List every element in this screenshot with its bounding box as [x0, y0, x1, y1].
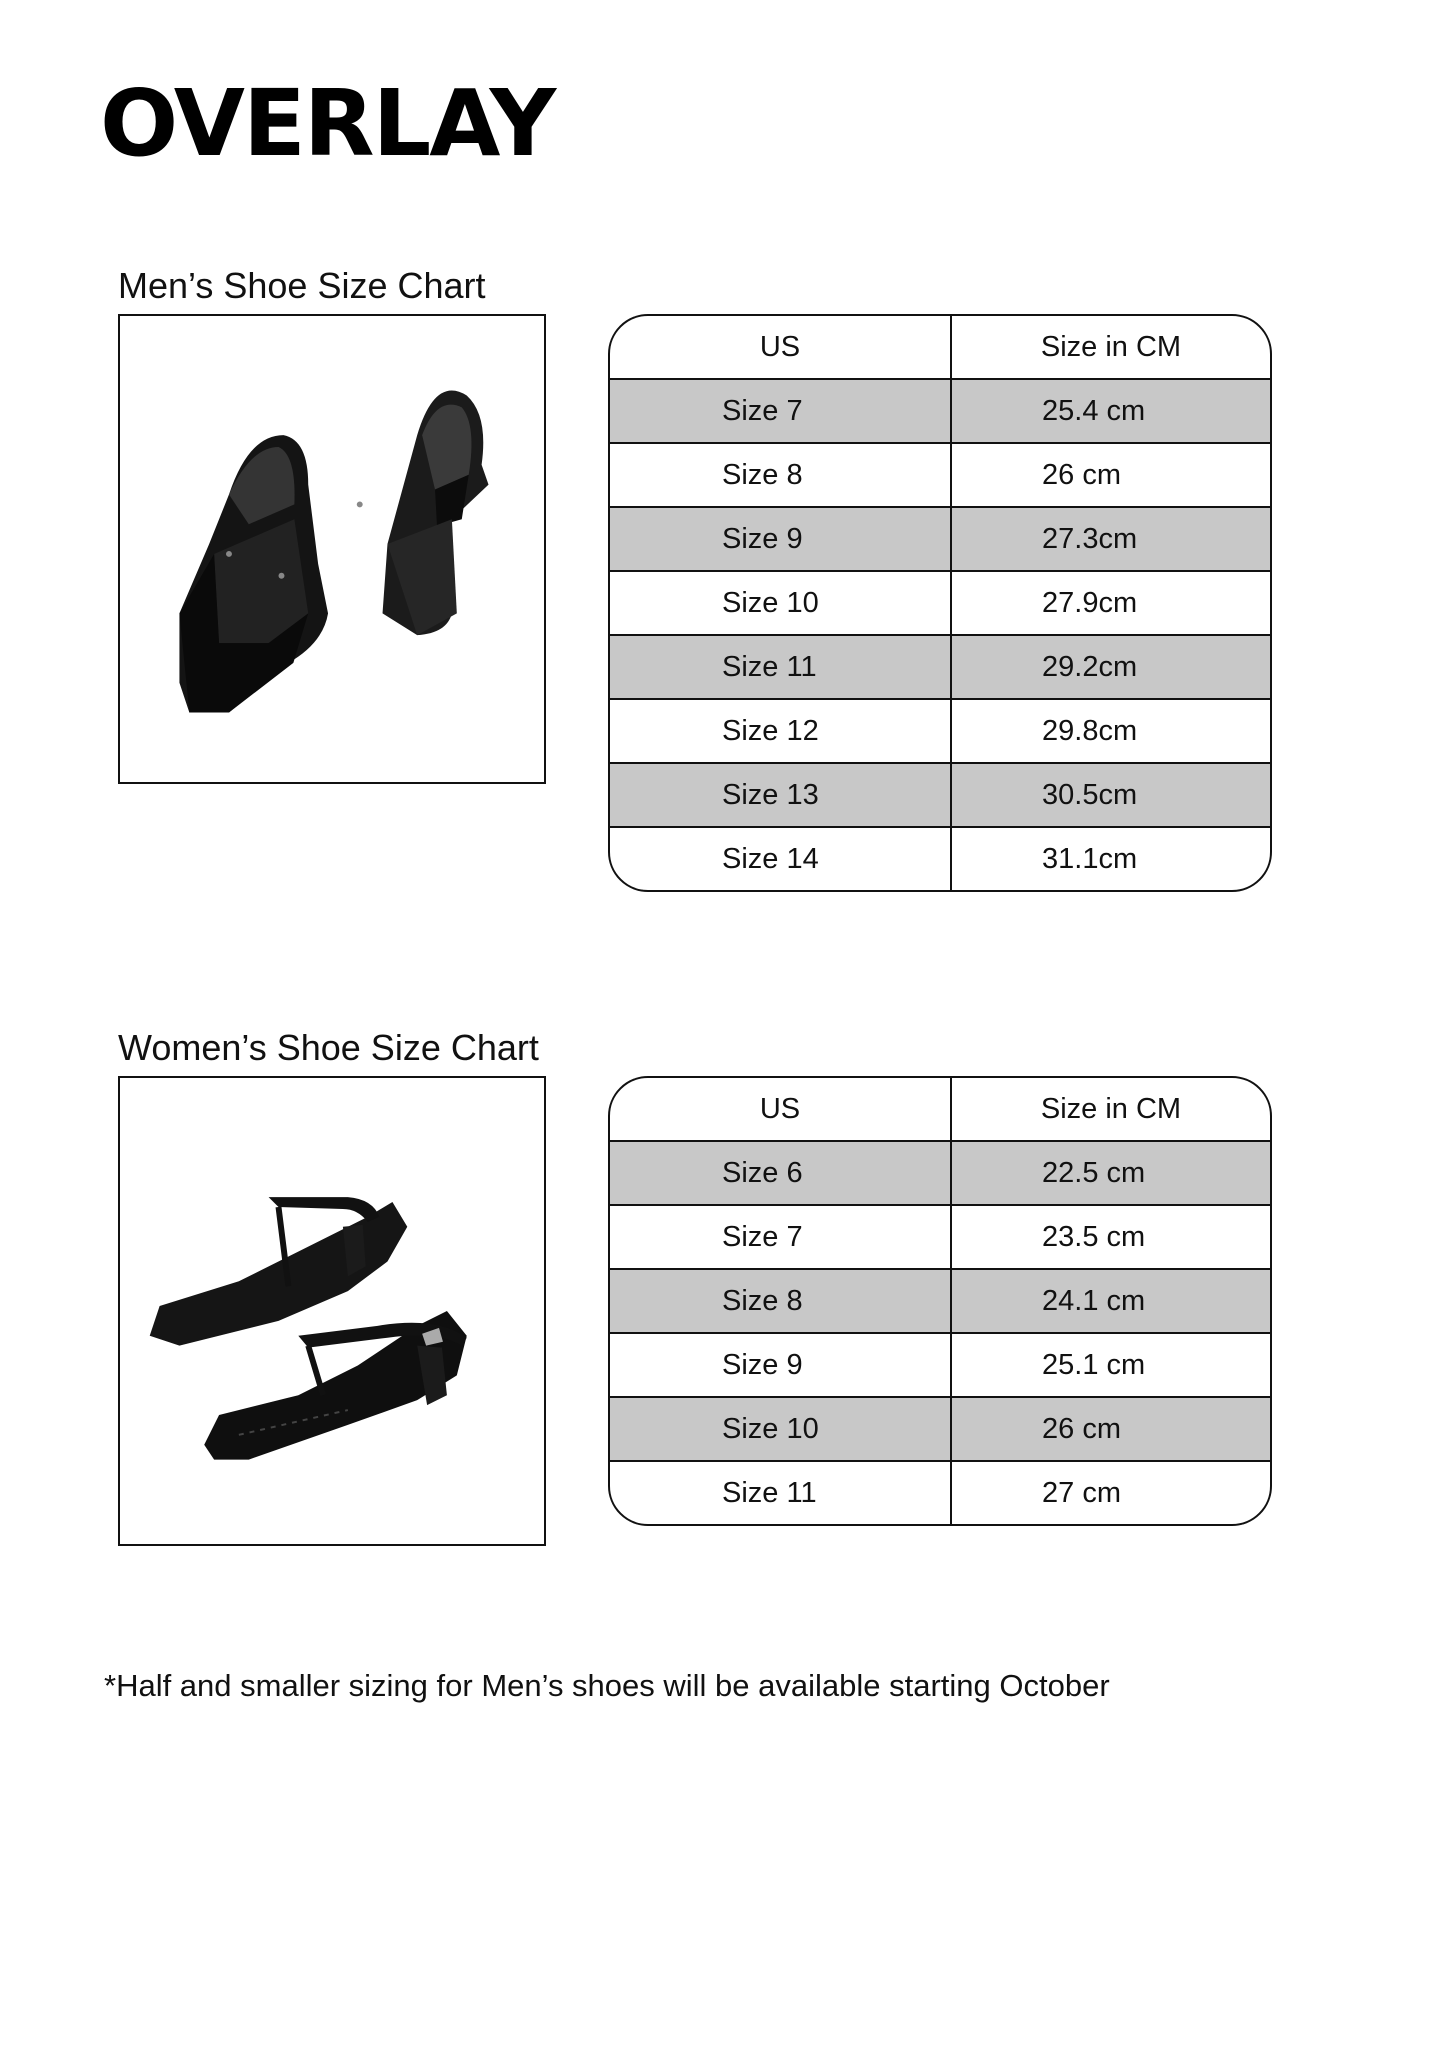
sizing-footnote: *Half and smaller sizing for Men’s shoes will be available starting October	[104, 1668, 1110, 1703]
cm-size: 25.4 cm	[1042, 394, 1146, 427]
table-row	[610, 506, 1270, 570]
cm-size: 27 cm	[1042, 1476, 1121, 1509]
us-size: Size 9	[610, 1334, 952, 1396]
us-size: Size 11	[610, 1462, 952, 1524]
table-row	[610, 698, 1270, 762]
cm-size: 25.1 cm	[1042, 1348, 1146, 1381]
us-size: Size 11	[610, 636, 952, 698]
womens-chart-title: Women’s Shoe Size Chart	[118, 1027, 539, 1068]
cm-size: 26 cm	[1042, 458, 1121, 491]
cm-size: 31.1cm	[1042, 842, 1138, 875]
table-row	[610, 1204, 1270, 1268]
womens-slingback-illustration	[120, 1078, 544, 1544]
table-row	[610, 826, 1270, 890]
header-cm: Size in CM	[1040, 330, 1182, 363]
mens-chart-title: Men’s Shoe Size Chart	[118, 265, 486, 306]
us-size: Size 7	[610, 1206, 952, 1268]
mens-loafer-illustration	[120, 316, 544, 782]
table-header-row	[610, 316, 1270, 378]
womens-size-table	[608, 1076, 1272, 1526]
cm-size: 22.5 cm	[1042, 1156, 1146, 1189]
mens-shoe-photo	[118, 314, 546, 784]
cm-size: 29.2cm	[1042, 650, 1138, 683]
header-cm: Size in CM	[1040, 1092, 1182, 1125]
womens-shoe-photo	[118, 1076, 546, 1546]
table-row	[610, 1332, 1270, 1396]
mens-size-table	[608, 314, 1272, 892]
cm-size: 24.1 cm	[1042, 1284, 1146, 1317]
table-row	[610, 442, 1270, 506]
cm-size: 23.5 cm	[1042, 1220, 1146, 1253]
table-header-row	[610, 1078, 1270, 1140]
us-size: Size 8	[610, 1270, 952, 1332]
table-row	[610, 1460, 1270, 1524]
cm-size: 29.8cm	[1042, 714, 1138, 747]
us-size: Size 9	[610, 508, 952, 570]
us-size: Size 12	[610, 700, 952, 762]
us-size: Size 13	[610, 764, 952, 826]
brand-logo: OVERLAY	[100, 70, 555, 177]
header-us: US	[610, 1078, 952, 1140]
cm-size: 30.5cm	[1042, 778, 1138, 811]
table-row	[610, 378, 1270, 442]
cm-size: 26 cm	[1042, 1412, 1121, 1445]
us-size: Size 10	[610, 1398, 952, 1460]
us-size: Size 8	[610, 444, 952, 506]
table-row	[610, 762, 1270, 826]
us-size: Size 14	[610, 828, 952, 890]
us-size: Size 7	[610, 380, 952, 442]
table-row	[610, 1268, 1270, 1332]
us-size: Size 6	[610, 1142, 952, 1204]
cm-size: 27.9cm	[1042, 586, 1138, 619]
us-size: Size 10	[610, 572, 952, 634]
cm-size: 27.3cm	[1042, 522, 1138, 555]
table-row	[610, 570, 1270, 634]
table-row	[610, 1140, 1270, 1204]
table-row	[610, 634, 1270, 698]
header-us: US	[610, 316, 952, 378]
table-row	[610, 1396, 1270, 1460]
